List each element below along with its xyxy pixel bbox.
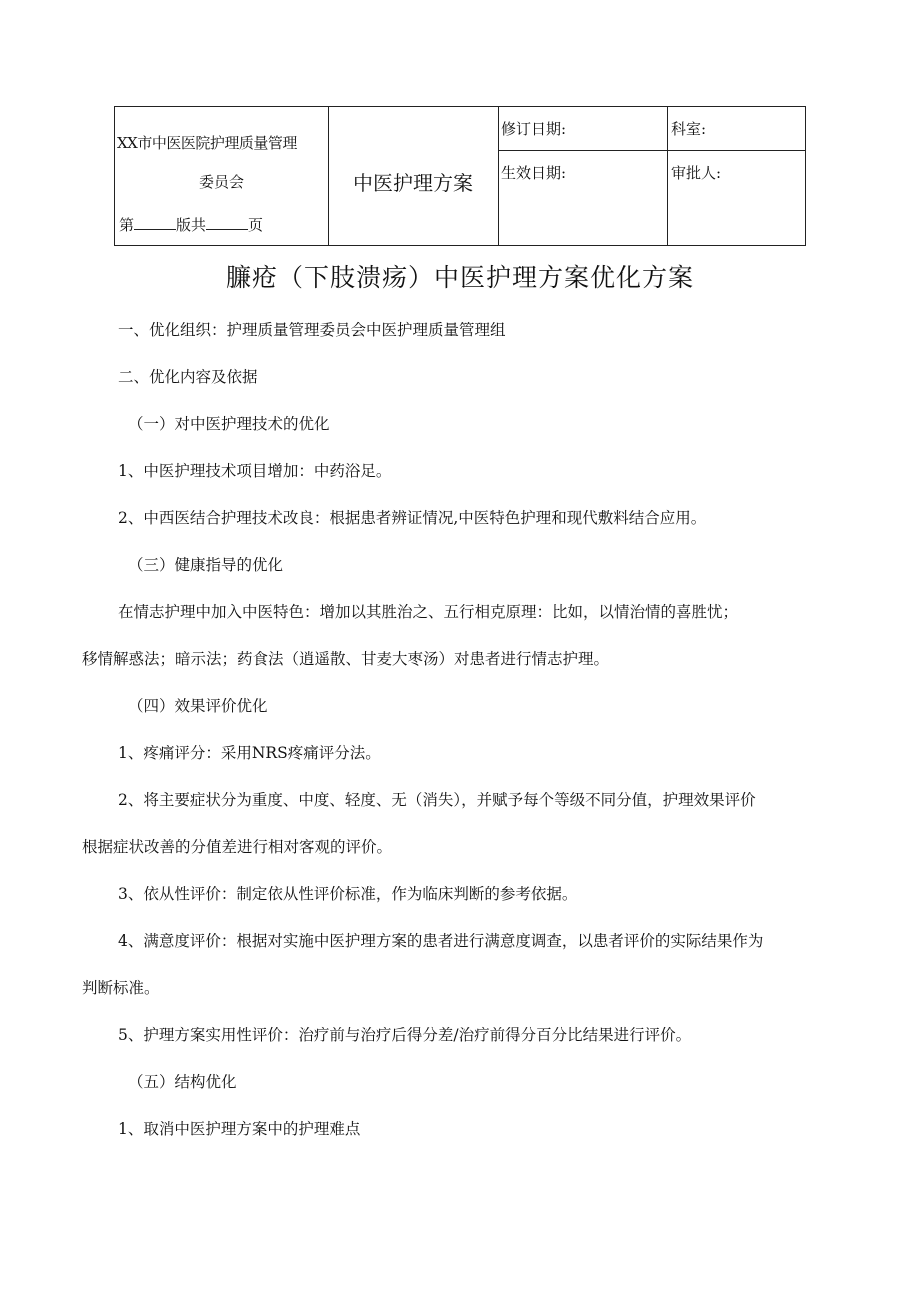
section-organization: 一、优化组织：护理质量管理委员会中医护理质量管理组	[118, 321, 506, 339]
paragraph: 1、中医护理技术项目增加：中药浴足。	[118, 462, 392, 480]
table-divider	[667, 107, 668, 245]
edition-suffix: 页	[248, 216, 264, 234]
org-name-line1: XX市中医医院护理质量管理	[117, 134, 297, 152]
edition-info	[119, 215, 263, 235]
org-name-line2: 委员会	[198, 173, 244, 191]
edition-prefix: 第	[119, 216, 135, 234]
table-divider	[498, 150, 805, 151]
page-count-blank	[206, 215, 248, 230]
subsection-heading: （五）结构优化	[128, 1073, 237, 1091]
paragraph: 在情志护理中加入中医特色：增加以其胜治之、五行相克原理：比如，以情治情的喜胜忧；	[118, 603, 739, 621]
paragraph-continuation: 移情解惑法；暗示法；药食法（逍遥散、甘麦大枣汤）对患者进行情志护理。	[82, 650, 610, 668]
paragraph: 2、中西医结合护理技术改良：根据患者辨证情况,中医特色护理和现代敷料结合应用。	[118, 509, 707, 527]
subsection-heading: （四）效果评价优化	[128, 697, 268, 715]
edition-number-blank	[134, 215, 176, 230]
document-title: 臁疮（下肢溃疡）中医护理方案优化方案	[225, 263, 694, 292]
paragraph: 4、满意度评价：根据对实施中医护理方案的患者进行满意度调查，以患者评价的实际结果作为	[118, 932, 764, 950]
paragraph-continuation: 根据症状改善的分值差进行相对客观的评价。	[82, 838, 393, 856]
document-type: 中医护理方案	[353, 171, 473, 195]
approver-label: 审批人:	[671, 164, 722, 182]
paragraph: 5、护理方案实用性评价：治疗前与治疗后得分差/治疗前得分百分比结果进行评价。	[118, 1026, 692, 1044]
section-heading: 二、优化内容及依据	[118, 368, 258, 386]
table-divider	[498, 107, 499, 245]
paragraph: 3、依从性评价：制定依从性评价标准，作为临床判断的参考依据。	[118, 885, 578, 903]
effective-date-label: 生效日期:	[501, 164, 567, 182]
paragraph-continuation: 判断标准。	[82, 979, 160, 997]
paragraph: 1、疼痛评分：采用NRS疼痛评分法。	[118, 744, 381, 762]
header-table	[114, 106, 806, 246]
paragraph: 1、取消中医护理方案中的护理难点	[118, 1120, 361, 1138]
revision-date-label: 修订日期:	[501, 120, 567, 138]
subsection-heading: （一）对中医护理技术的优化	[128, 415, 330, 433]
subsection-heading: （三）健康指导的优化	[128, 556, 284, 574]
department-label: 科室:	[671, 120, 707, 138]
edition-middle: 版共	[176, 216, 207, 234]
paragraph: 2、将主要症状分为重度、中度、轻度、无（消失），并赋予每个等级不同分值，护理效果评价	[118, 791, 756, 809]
